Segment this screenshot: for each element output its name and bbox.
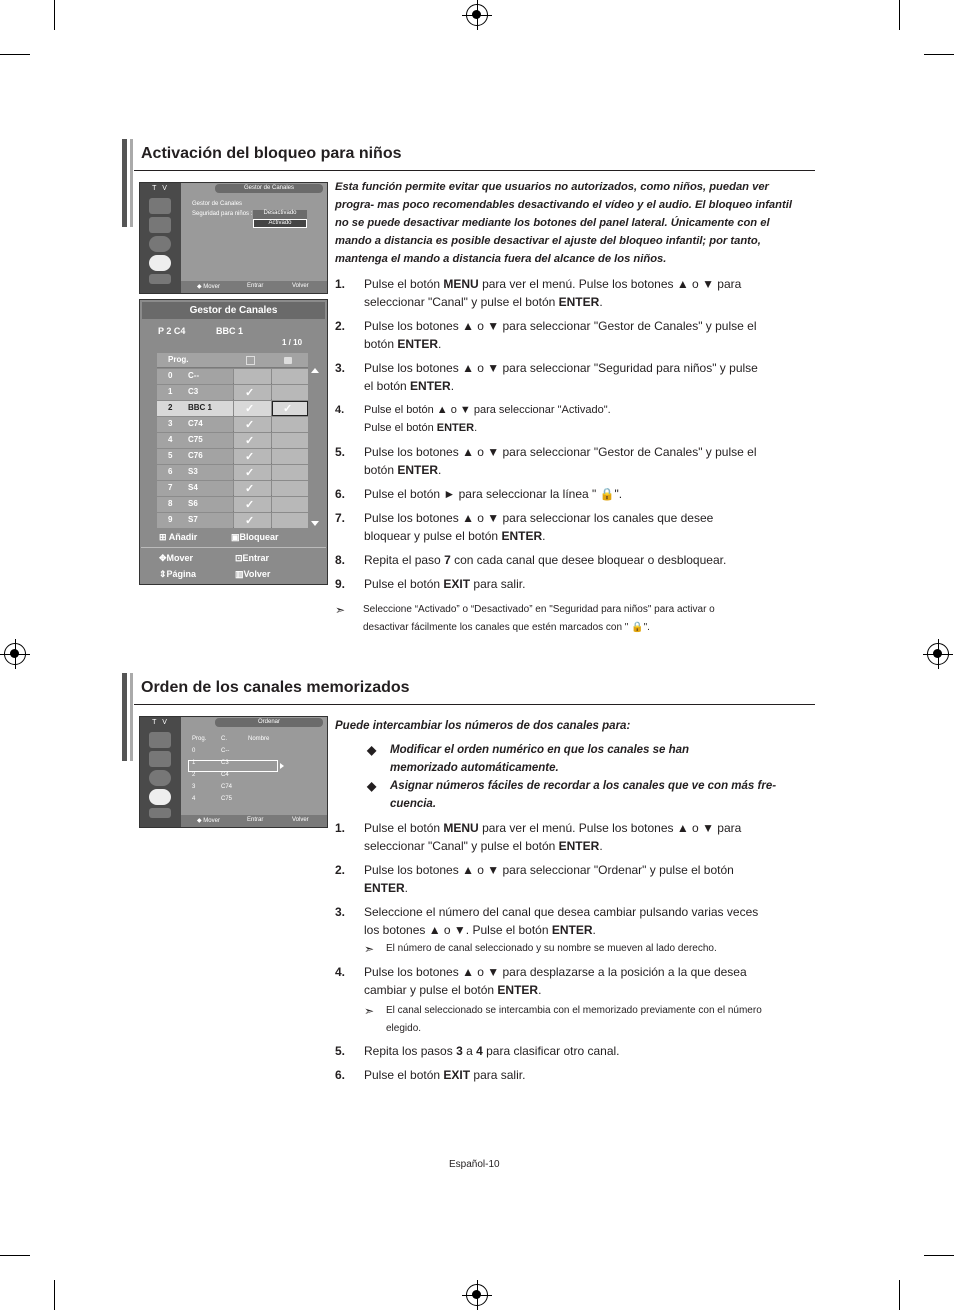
channel-number: 5 (168, 451, 173, 460)
channel-name: S3 (188, 467, 198, 476)
step-item: 9. Pulse el botón EXIT para salir. (335, 577, 526, 591)
diamond-bullet-icon: ◆ (367, 779, 377, 793)
lock-column-icon (284, 357, 292, 364)
list-item[interactable]: 1 (192, 760, 196, 766)
list-item-channel: C74 (221, 784, 233, 790)
list-item-channel: C4 (221, 772, 229, 778)
table-row[interactable] (157, 417, 308, 432)
step-item: 6. Pulse el botón EXIT para salir. (335, 1068, 526, 1082)
tv-menu-title: Ordenar (215, 718, 323, 727)
input-icon (149, 274, 171, 284)
channel-number: 8 (168, 499, 173, 508)
channel-number: 3 (168, 419, 173, 428)
setup-icon (149, 789, 171, 805)
foot-move: ◆ Mover (197, 818, 220, 824)
section-intro: Esta función permite evitar que usuarios no autorizados, como niños, puedan ver progra- mas poco recomendables desactivando el vídeo y el audio. El bloqueo infantil no se puede desactivar mediante los botones del panel lateral. Únicamente con el mando a distancia es posible desactivar el ajuste del bloqueo infantil; por tanto, mantenga el mando a distancia fuera del alcance de los niños. (335, 181, 792, 265)
check-icon: ✓ (245, 387, 255, 399)
sound-icon (149, 751, 171, 767)
menu-item: Seguridad para niños : (192, 211, 253, 217)
channel-number: 0 (168, 371, 173, 380)
list-item-channel: C3 (221, 760, 229, 766)
step-item: 4. Pulse los botones ▲ o ▼ para desplazarse a la posición a la que desea cambiar y pulse el botón ENTER. (335, 965, 747, 997)
crop-mark (54, 0, 55, 30)
note: ➣ El número de canal seleccionado y su nombre se mueven al lado derecho. (364, 942, 717, 956)
check-icon: ✓ (245, 419, 255, 431)
registration-mark-icon (466, 1284, 488, 1306)
note-arrow-icon: ➣ (364, 942, 375, 956)
lock-button[interactable]: ▣Bloquear (231, 532, 279, 542)
column-name: Nombre (248, 736, 270, 742)
crop-mark (924, 54, 954, 55)
foot-enter: Entrar (247, 283, 264, 289)
list-item[interactable]: 3 (192, 784, 196, 790)
list-item-channel: C-- (221, 748, 230, 754)
table-row[interactable] (157, 481, 308, 496)
check-icon: ✓ (245, 435, 255, 447)
step-item: 6. Pulse el botón ► para seleccionar la línea " 🔒". (335, 487, 623, 501)
foot-back: Volver (292, 283, 309, 289)
crop-mark (54, 1280, 55, 1310)
step-item: 3. Pulse los botones ▲ o ▼ para seleccionar "Seguridad para niños" y pulse el botón ENTER. (335, 361, 758, 393)
option-desactivado[interactable]: Desactivado (253, 210, 307, 219)
sound-icon (149, 217, 171, 233)
selection-box[interactable] (188, 760, 278, 772)
move-button[interactable]: ✥Mover (159, 553, 194, 563)
current-channel-name: BBC 1 (216, 326, 244, 336)
list-item-channel: C75 (221, 796, 233, 802)
note-arrow-icon: ➣ (335, 603, 346, 617)
crop-mark (899, 0, 900, 30)
crop-mark (899, 1280, 900, 1310)
check-icon: ✓ (245, 483, 255, 495)
channel-number: 1 (168, 387, 173, 396)
section-title: Orden de los canales memorizados (141, 679, 410, 696)
list-item[interactable]: 4 (192, 796, 196, 802)
column-prog: Prog. (168, 355, 189, 364)
setup-icon (149, 255, 171, 271)
channel-number: 4 (168, 435, 173, 444)
foot-enter: Entrar (247, 817, 264, 823)
lock-check-icon: ✓ (283, 403, 293, 415)
right-arrow-icon (280, 763, 284, 769)
channel-number: 9 (168, 515, 173, 524)
note: ➣ El canal seleccionado se intercambia con el memorizado previamente con el número elegido. (364, 1004, 762, 1034)
bullet-item: ◆ Modificar el orden numérico en que los canales se han memorizado automáticamente. (367, 743, 690, 774)
bullet-item: ◆ Asignar números fáciles de recordar a los canales que ve con más fre- cuencia. (367, 779, 777, 810)
table-row[interactable] (157, 433, 308, 448)
table-row[interactable] (157, 497, 308, 512)
column-c: C. (221, 736, 227, 742)
check-icon: ✓ (245, 467, 255, 479)
check-icon: ✓ (245, 403, 255, 415)
gc-divider (141, 547, 326, 548)
step-item: 1. Pulse el botón MENU para ver el menú. Pulse los botones ▲ o ▼ para seleccionar "Canal" y pulse el botón ENTER. (335, 277, 742, 309)
table-row[interactable] (157, 401, 308, 416)
tv-label: T V (152, 185, 169, 192)
section-intro: Puede intercambiar los números de dos canales para: (335, 720, 631, 732)
channel-name: BBC 1 (188, 403, 213, 412)
channel-name: S7 (188, 515, 198, 524)
step-item: 1. Pulse el botón MENU para ver el menú. Pulse los botones ▲ o ▼ para seleccionar "Canal" y pulse el botón ENTER. (335, 821, 742, 853)
picture-icon (149, 198, 171, 214)
add-button[interactable]: ⊞ Añadir (159, 532, 198, 542)
tv-sort-screenshot (139, 716, 328, 828)
table-row[interactable] (157, 513, 308, 528)
list-item[interactable]: 0 (192, 748, 196, 754)
table-row[interactable] (157, 385, 308, 400)
list-item[interactable]: 2 (192, 772, 196, 778)
channel-name: C-- (188, 371, 200, 380)
enter-button[interactable]: ⊡Entrar (235, 553, 270, 563)
table-row[interactable] (157, 369, 308, 384)
registration-mark-icon (4, 643, 26, 665)
step-item: 8. Repita el paso 7 con cada canal que desee bloquear o desbloquear. (335, 553, 727, 567)
check-icon: ✓ (245, 515, 255, 527)
channel-manager-title: Gestor de Canales (142, 302, 325, 319)
note: ➣ Seleccione “Activado” o “Desactivado” en "Seguridad para niños" para activar o desactivar fácilmente los canales que estén marcados con " 🔒". (335, 603, 715, 633)
column-prog: Prog. (192, 736, 207, 742)
picture-icon (149, 732, 171, 748)
channel-name: C74 (188, 419, 203, 428)
step-item: 5. Pulse los botones ▲ o ▼ para seleccionar "Gestor de Canales" y pulse el botón ENTER. (335, 445, 757, 477)
note-arrow-icon: ➣ (364, 1004, 375, 1018)
foot-back: Volver (292, 817, 309, 823)
option-activado[interactable]: Activado (253, 219, 307, 228)
current-channel: P 2 C4 (158, 326, 186, 336)
check-icon: ✓ (245, 451, 255, 463)
registration-mark-icon (466, 4, 488, 26)
add-column-icon (246, 356, 255, 365)
channel-name: C75 (188, 435, 203, 444)
menu-item: Gestor de Canales (192, 201, 243, 207)
channel-number: 2 (168, 403, 173, 412)
step-item: 7. Pulse los botones ▲ o ▼ para seleccionar los canales que desee bloquear y pulse el botón ENTER. (335, 511, 714, 543)
tv-label: T V (152, 719, 169, 726)
channel-icon (149, 770, 171, 786)
table-header (157, 353, 308, 368)
step-item: 2. Pulse los botones ▲ o ▼ para seleccionar "Gestor de Canales" y pulse el botón ENTER. (335, 319, 757, 351)
channel-name: C3 (188, 387, 199, 396)
channel-icon (149, 236, 171, 252)
step-item: 4. Pulse el botón ▲ o ▼ para seleccionar "Activado". Pulse el botón ENTER. (335, 404, 611, 434)
crop-mark (0, 54, 30, 55)
back-button[interactable]: ▥Volver (235, 569, 271, 579)
section-title: Activación del bloqueo para niños (141, 145, 402, 162)
scroll-up-icon[interactable] (311, 368, 319, 373)
check-icon: ✓ (245, 499, 255, 511)
table-row[interactable] (157, 465, 308, 480)
tv-menu-title: Gestor de Canales (215, 184, 323, 193)
table-row[interactable] (157, 449, 308, 464)
diamond-bullet-icon: ◆ (367, 743, 377, 757)
channel-name: S4 (188, 483, 198, 492)
tv-menu-screenshot (139, 182, 328, 294)
step-item: 5. Repita los pasos 3 a 4 para clasificar otro canal. (335, 1044, 620, 1058)
channel-name: S6 (188, 499, 198, 508)
page-number: Español-10 (449, 1159, 500, 1170)
channel-number: 6 (168, 467, 173, 476)
foot-move: ◆ Mover (197, 284, 220, 290)
step-item: 2. Pulse los botones ▲ o ▼ para seleccionar "Ordenar" y pulse el botón ENTER. (335, 863, 734, 895)
input-icon (149, 808, 171, 818)
scroll-down-icon[interactable] (311, 521, 319, 526)
registration-mark-icon (927, 643, 949, 665)
crop-mark (924, 1255, 954, 1256)
channel-number: 7 (168, 483, 173, 492)
crop-mark (0, 1255, 30, 1256)
page-indicator: 1 / 10 (282, 338, 303, 347)
channel-name: C76 (188, 451, 203, 460)
page-button[interactable]: ⇕Página (159, 569, 197, 579)
step-item: 3. Seleccione el número del canal que desea cambiar pulsando varias veces los botones ▲ o ▼. Pulse el botón ENTER. (335, 905, 759, 937)
